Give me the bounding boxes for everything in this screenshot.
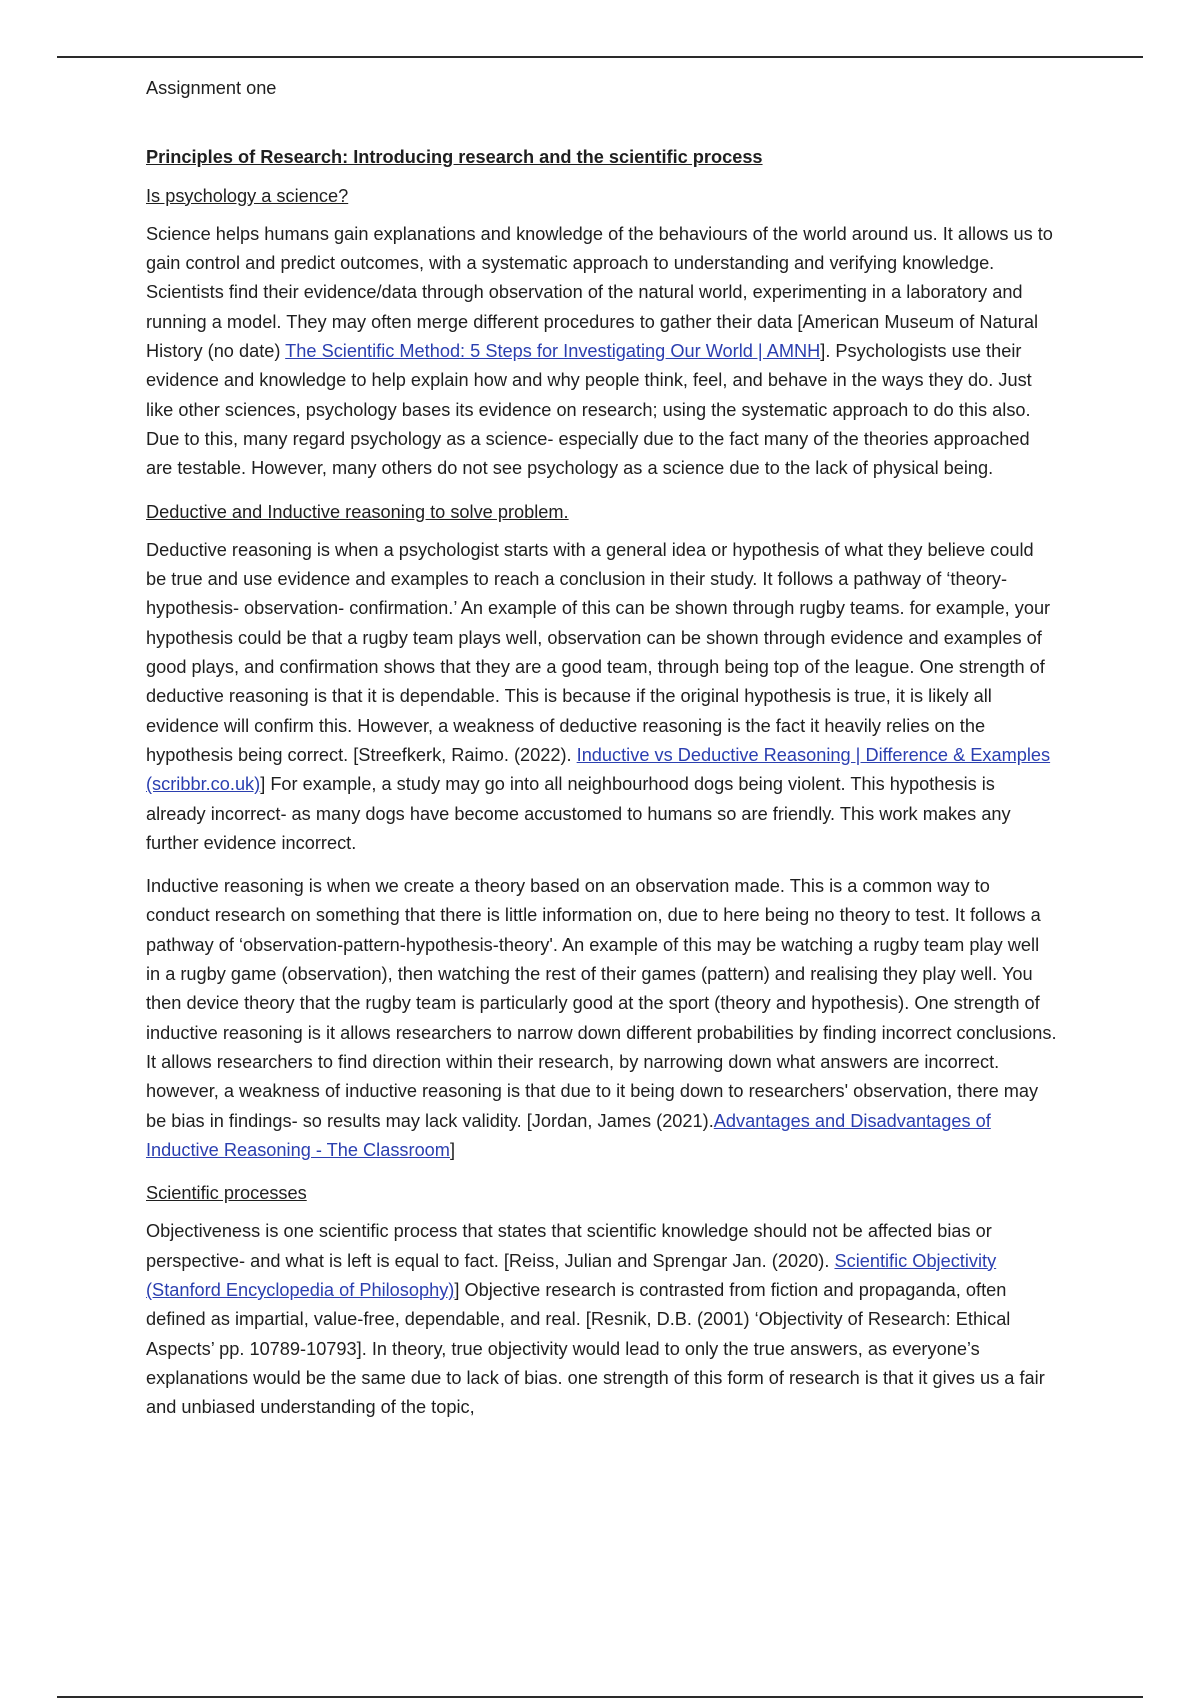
paragraph-text: Science helps humans gain explanations and knowledge of the behaviours of the world around us. It allows us to gain control and predict outcomes, with a systematic approach to understanding and verifying knowledge. Scientists find their evidence/data through observation of the natural world, experimenting in a laboratory and running a model. They may often merge different procedures to gather their data [American Museum of Natural History (no date) [146, 223, 1053, 362]
section-heading-reasoning: Deductive and Inductive reasoning to solve problem. [146, 501, 569, 522]
section-heading-scientific-processes: Scientific processes [146, 1183, 307, 1204]
footer-rule [57, 1696, 1143, 1698]
paragraph-text: Objectiveness is one scientific process that states that scientific knowledge should not be affected bias or perspective- and what is left is equal to fact. [Reiss, Julian and Sprengar Jan. (2020). [146, 1221, 992, 1271]
paragraph-text: ] For example, a study may go into all neighbourhood dogs being violent. This hypothesis is already incorrect- as many dogs have become accustomed to humans so are friendly. This work makes any further evidence incorrect. [146, 774, 1011, 853]
paragraph-psychology-science [146, 220, 1058, 484]
paragraph-objectiveness [146, 1217, 1058, 1422]
citation-link-stanford[interactable]: Scientific Objectivity (Stanford Encyclopedia of Philosophy) [146, 1250, 997, 1300]
citation-link-scribbr[interactable]: Inductive vs Deductive Reasoning | Difference & Examples (scribbr.co.uk) [146, 744, 1051, 795]
document-title: Principles of Research: Introducing research and the scientific process [146, 147, 763, 168]
paragraph-text: Deductive reasoning is when a psychologist starts with a general idea or hypothesis of what they believe could be true and use evidence and examples to reach a conclusion in their study. It follows a pathway of ‘theory- hypothesis- observation- confirmation.’ An example of this can be shown through rugby teams. for example, your hypothesis could be that a rugby team plays well, observation can be shown through evidence and examples of good plays, and confirmation shows that they are a good team, through being top of the league. One strength of deductive reasoning is that it is dependable. This is because if the original hypothesis is true, it is likely all evidence will confirm this. However, a weakness of deductive reasoning is the fact it heavily relies on the hypothesis being correct. [Streefkerk, Raimo. (2022). [146, 539, 1051, 765]
citation-link-amnh[interactable]: The Scientific Method: 5 Steps for Investigating Our World | AMNH [285, 341, 821, 362]
header-rule [57, 56, 1143, 58]
paragraph-text: ] Objective research is contrasted from fiction and propaganda, often defined as impartial, value-free, dependable, and real. [Resnik, D.B. (2001) ‘Objectivity of Research: Ethical Aspects’ pp. 10789-10793]. In theory, true objectivity would lead to only the true answers, as everyone’s explanations would be the same due to lack of bias. one strength of this form of research is that it gives us a fair and unbiased understanding of the topic, [146, 1279, 1045, 1418]
paragraph-text: ] [449, 1139, 456, 1160]
paragraph-inductive [146, 872, 1058, 1165]
document-label: Assignment one [146, 78, 277, 98]
document-body [146, 74, 1058, 1436]
citation-link-classroom[interactable]: Advantages and Disadvantages of Inductive Reasoning - The Classroom [146, 1110, 991, 1160]
paragraph-text: ]. Psychologists use their evidence and knowledge to help explain how and why people think, feel, and behave in the ways they do. Just like other sciences, psychology bases its evidence on research; using the systematic approach to do this also. Due to this, many regard psychology as a science- especially due to the fact many of the theories approached are testable. However, many others do not see psychology as a science due to the lack of physical being. [146, 341, 1032, 479]
paragraph-text: Inductive reasoning is when we create a theory based on an observation made. This is a common way to conduct research on something that there is little information on, due to here being no theory to test. It follows a pathway of ‘observation-pattern-hypothesis-theory'. An example of this may be watching a rugby team play well in a rugby game (observation), then watching the rest of their games (pattern) and realising they play well. You then device theory that the rugby team is particularly good at the sport (theory and hypothesis). One strength of inductive reasoning is it allows researchers to narrow down different probabilities by finding incorrect conclusions. It allows researchers to find direction within their research, by narrowing down what answers are incorrect. however, a weakness of inductive reasoning is that due to it being down to researchers' observation, there may be bias in findings- so results may lack validity. [Jordan, James (2021). [146, 876, 1057, 1131]
paragraph-deductive [146, 536, 1058, 858]
section-heading-psychology-science: Is psychology a science? [146, 185, 349, 206]
